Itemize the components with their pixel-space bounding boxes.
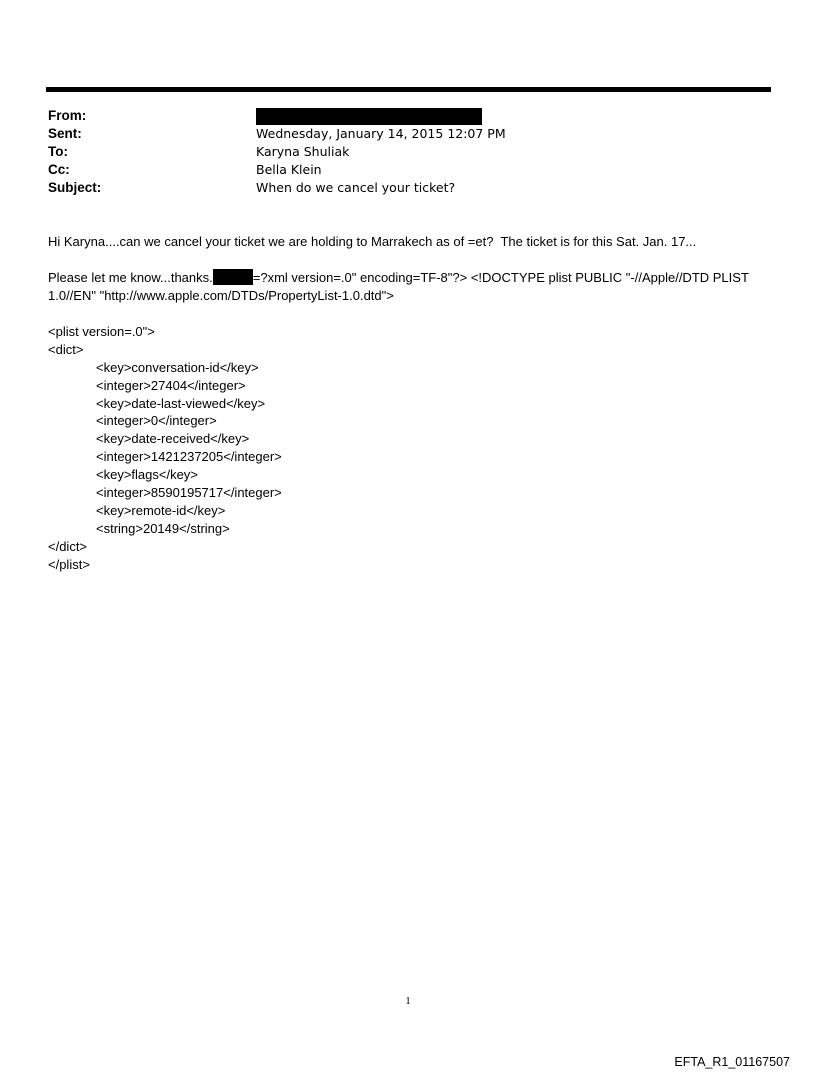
message-paragraph-1: Hi Karyna....can we cancel your ticket we are holding to Marrakech as of =et? The ticket is for this Sat. Jan. 17...	[48, 234, 697, 249]
inline-redaction	[213, 269, 253, 285]
header-rule	[46, 87, 771, 92]
xml-line: <key>flags</key>	[96, 467, 198, 483]
document-id: EFTA_R1_01167507	[674, 1055, 790, 1069]
email-header	[48, 107, 768, 197]
cc-value: Bella Klein	[256, 162, 322, 177]
paragraph-2-doctype-line: 1.0//EN" "http://www.apple.com/DTDs/PropertyList-1.0.dtd">	[48, 288, 394, 303]
subject-value: When do we cancel your ticket?	[256, 180, 456, 195]
plist-block	[48, 323, 282, 573]
sent-value: Wednesday, January 14, 2015 12:07 PM	[256, 126, 506, 141]
xml-line: <integer>27404</integer>	[96, 377, 246, 393]
page-number: 1	[405, 995, 411, 1007]
from-row	[48, 107, 768, 125]
paragraph-2-xml-text: =?xml version=.0" encoding=TF-8"?> <!DOCTYPE plist PUBLIC "-//Apple//DTD PLIST	[252, 270, 749, 285]
xml-line: <integer>1421237205</integer>	[96, 449, 282, 465]
plist-open: <plist version=.0">	[48, 324, 155, 339]
subject-row	[48, 179, 768, 197]
cc-label: Cc:	[48, 162, 70, 177]
plist-close: </plist>	[48, 556, 90, 572]
to-value: Karyna Shuliak	[256, 144, 350, 159]
cc-row	[48, 161, 768, 179]
message-paragraph-2	[48, 269, 768, 305]
to-label: To:	[48, 144, 68, 159]
dict-open: <dict>	[48, 341, 84, 357]
sent-label: Sent:	[48, 126, 82, 141]
to-row	[48, 143, 768, 161]
xml-line: <key>remote-id</key>	[96, 502, 226, 518]
xml-line: <key>conversation-id</key>	[96, 359, 259, 375]
dict-close: </dict>	[48, 538, 88, 554]
xml-line: <key>date-last-viewed</key>	[96, 395, 266, 411]
xml-line: <integer>8590195717</integer>	[96, 485, 282, 501]
paragraph-2-text: Please let me know...thanks.	[48, 270, 213, 285]
xml-line: <key>date-received</key>	[96, 431, 250, 447]
xml-line: <integer>0</integer>	[96, 413, 217, 429]
xml-line: <string>20149</string>	[96, 520, 230, 536]
from-label: From:	[48, 108, 87, 123]
from-redaction	[256, 108, 482, 125]
sent-row	[48, 125, 768, 143]
subject-label: Subject:	[48, 180, 102, 195]
